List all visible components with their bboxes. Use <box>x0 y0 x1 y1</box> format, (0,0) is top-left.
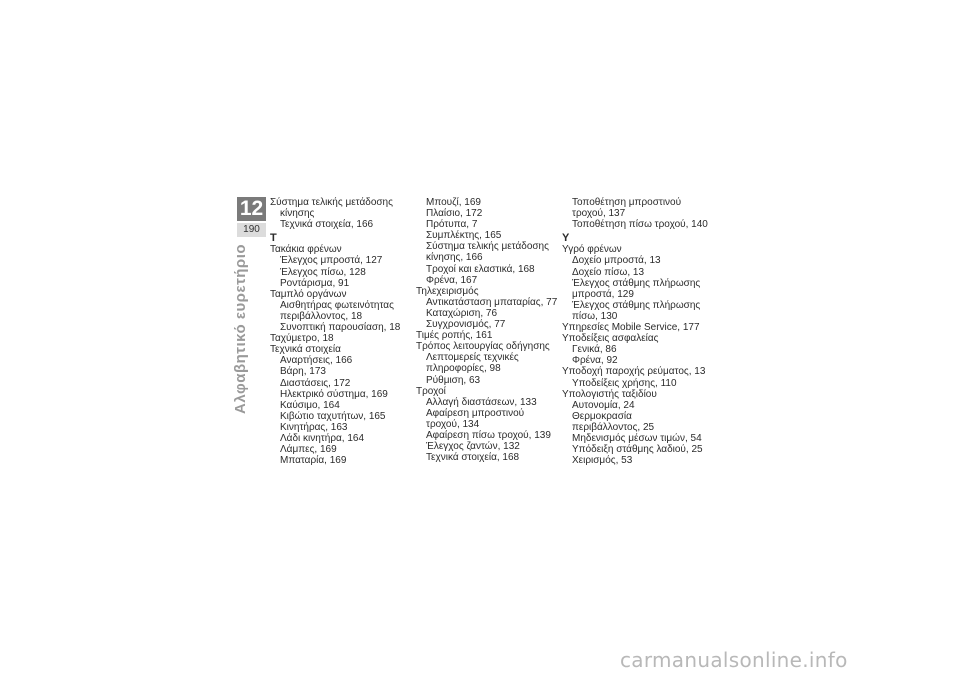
index-subentry: Συγχρονισμός, 77 <box>426 319 506 331</box>
index-subentry: Συμπλέκτης, 165 <box>426 230 502 242</box>
index-subentry: Λεπτομερείς τεχνικές <box>426 352 519 364</box>
index-subentry: πίσω, 130 <box>572 310 618 322</box>
index-subentry: Βάρη, 173 <box>280 366 326 378</box>
index-subentry: Κινητήρας, 163 <box>280 421 348 433</box>
index-subentry: Υπόδειξη στάθμης λαδιού, 25 <box>572 444 703 456</box>
index-entry: Υγρό φρένων <box>562 244 622 256</box>
chapter-title: Αλφαβητικό ευρετήριο <box>232 243 249 414</box>
index-column-2 <box>416 197 556 463</box>
index-entry: Υπηρεσίες Mobile Service, 177 <box>562 322 700 334</box>
index-subentry: Μπουζί, 169 <box>426 197 481 208</box>
index-subentry: Αφαίρεση πίσω τροχού, 139 <box>426 429 551 441</box>
index-subentry: Τοποθέτηση πίσω τροχού, 140 <box>572 219 708 231</box>
index-subentry: Καταχώριση, 76 <box>426 307 498 319</box>
index-letter-heading: T <box>270 232 277 245</box>
index-subentry: κίνησης, 166 <box>426 252 483 264</box>
index-subentry: Φρένα, 167 <box>426 274 478 286</box>
index-subentry: Πλαίσιο, 172 <box>426 208 483 220</box>
index-entry: Σύστημα τελικής μετάδοσης <box>270 197 393 208</box>
index-subentry: Ρύθμιση, 63 <box>426 374 481 386</box>
index-subentry: Καύσιμο, 164 <box>280 399 340 411</box>
index-subentry: Έλεγχος στάθμης πλήρωσης <box>572 299 701 311</box>
index-entry: Υποδοχή παροχής ρεύματος, 13 <box>562 366 706 378</box>
index-entry: Τηλεχειρισμός <box>416 285 479 297</box>
index-subentry: Τροχοί και ελαστικά, 168 <box>426 263 535 275</box>
index-entry: Τιμές ροπής, 161 <box>416 330 493 342</box>
watermark: carmanualsonline.info <box>620 648 848 672</box>
index-subentry: Αντικατάσταση μπαταρίας, 77 <box>426 296 558 308</box>
index-subentry: περιβάλλοντος, 18 <box>280 310 363 322</box>
index-subentry: Χειρισμός, 53 <box>572 455 633 467</box>
index-entry: Τεχνικά στοιχεία <box>270 344 341 356</box>
index-subentry: Υποδείξεις χρήσης, 110 <box>572 377 677 389</box>
index-subentry: Έλεγχος ζαντών, 132 <box>426 441 520 453</box>
index-subentry: Τεχνικά στοιχεία, 166 <box>280 219 374 231</box>
index-subentry: Μπαταρία, 169 <box>280 455 347 467</box>
index-subentry: Δοχείο μπροστά, 13 <box>572 255 661 267</box>
index-subentry: Λάμπες, 169 <box>280 444 337 456</box>
chapter-number-badge: 12 <box>237 197 266 221</box>
page-number: 190 <box>237 223 266 237</box>
index-subentry: Αυτονομία, 24 <box>572 399 635 411</box>
index-subentry: τροχού, 137 <box>572 208 626 220</box>
index-subentry: Σύστημα τελικής μετάδοσης <box>426 241 549 253</box>
index-subentry: Συνοπτική παρουσίαση, 18 <box>280 322 401 334</box>
index-subentry: Αλλαγή διαστάσεων, 133 <box>426 396 537 408</box>
index-entry: Τροχοί <box>416 385 446 397</box>
index-entry: Υπολογιστής ταξιδίου <box>562 388 657 400</box>
index-subentry: Γενικά, 86 <box>572 344 617 356</box>
index-subentry: Λάδι κινητήρα, 164 <box>280 432 365 444</box>
index-subentry: Αφαίρεση μπροστινού <box>426 407 525 419</box>
index-subentry: Έλεγχος στάθμης πλήρωσης <box>572 277 701 289</box>
index-entry: Τρόπος λειτουργίας οδήγησης <box>416 341 550 353</box>
index-subentry: Θερμοκρασία <box>572 410 632 422</box>
index-subentry: περιβάλλοντος, 25 <box>572 421 655 433</box>
index-subentry: Φρένα, 92 <box>572 355 618 367</box>
index-entry: Ταχύμετρο, 18 <box>270 333 334 345</box>
index-entry: Τακάκια φρένων <box>270 244 342 256</box>
index-subentry: κίνησης <box>280 208 315 220</box>
index-subentry: Δοχείο πίσω, 13 <box>572 266 645 278</box>
index-subentry: Αισθητήρας φωτεινότητας <box>280 299 394 311</box>
index-subentry: Πρότυπα, 7 <box>426 219 478 231</box>
index-letter-heading: Y <box>562 232 570 245</box>
index-subentry: Τοποθέτηση μπροστινού <box>572 197 682 208</box>
index-subentry: Τεχνικά στοιχεία, 168 <box>426 452 520 464</box>
index-column-3 <box>562 197 708 467</box>
index-subentry: μπροστά, 129 <box>572 288 634 300</box>
index-subentry: Κιβώτιο ταχυτήτων, 165 <box>280 410 386 422</box>
index-entry: Υποδείξεις ασφαλείας <box>562 333 659 345</box>
index-subentry: Διαστάσεις, 172 <box>280 377 351 389</box>
index-subentry: πληροφορίες, 98 <box>426 363 501 375</box>
index-subentry: Αναρτήσεις, 166 <box>280 355 353 367</box>
index-subentry: Έλεγχος πίσω, 128 <box>280 266 366 278</box>
index-subentry: Έλεγχος μπροστά, 127 <box>280 255 383 267</box>
index-subentry: Ηλεκτρικό σύστημα, 169 <box>280 388 388 400</box>
index-subentry: Μηδενισμός μέσων τιμών, 54 <box>572 432 702 444</box>
index-entry: Ταμπλό οργάνων <box>270 288 347 300</box>
index-subentry: τροχού, 134 <box>426 418 480 430</box>
index-subentry: Ροντάρισμα, 91 <box>280 277 350 289</box>
index-column-1 <box>270 197 410 466</box>
